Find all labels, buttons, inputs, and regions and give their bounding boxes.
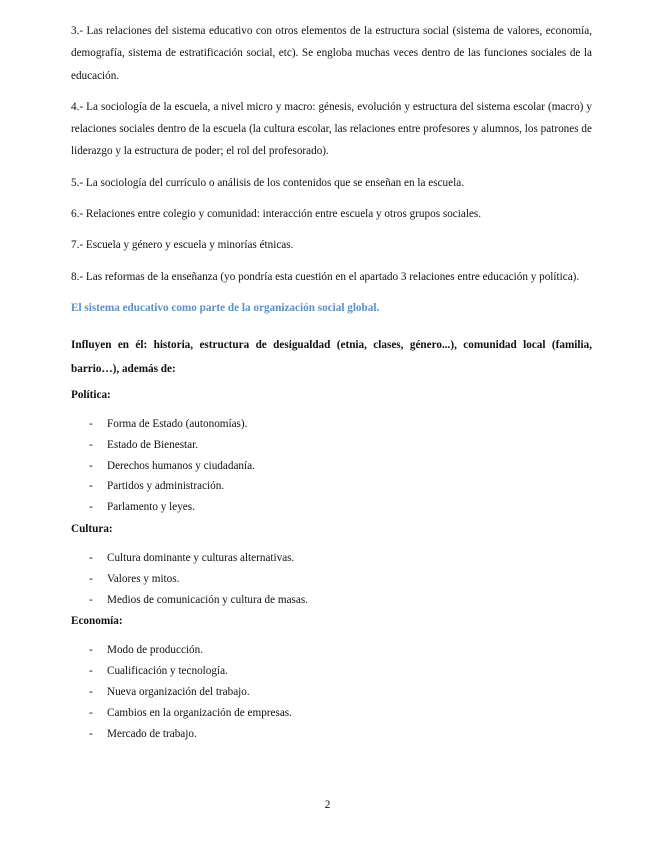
list-item-text: Partidos y administración. [107, 480, 225, 493]
paragraph-point-8: 8.- Las reformas de la enseñanza (yo pondría esta cuestión en el apartado 3 relaciones entre educación y política). [71, 270, 580, 283]
list-item-text: Cultura dominante y culturas alternativas. [107, 551, 295, 564]
paragraph-point-5: 5.- La sociología del currículo o análisis de los contenidos que se enseñan en la escuela. [71, 176, 464, 189]
list-item-text: Cualificación y tecnología. [107, 665, 228, 678]
list-item [71, 435, 592, 456]
page-number: 2 [324, 799, 331, 811]
list-item [71, 569, 592, 590]
dash-bullet: - [89, 480, 93, 493]
list-economia [71, 640, 592, 744]
paragraph-point-6: 6.- Relaciones entre colegio y comunidad: interacción entre escuela y otros grupos sociales. [71, 208, 482, 221]
list-item [71, 682, 592, 703]
dash-bullet: - [89, 551, 93, 564]
group-heading-cultura: Cultura: [71, 522, 113, 535]
list-item [71, 414, 592, 435]
list-politica [71, 414, 592, 518]
list-item-text: Estado de Bienestar. [107, 438, 199, 451]
list-item-text: Parlamento y leyes. [107, 501, 195, 514]
list-item [71, 640, 592, 661]
dash-bullet: - [89, 593, 93, 606]
list-item-text: Mercado de trabajo. [107, 727, 197, 740]
list-cultura [71, 548, 592, 610]
list-item-text: Nueva organización del trabajo. [107, 685, 250, 698]
list-item [71, 703, 592, 724]
paragraph-point-7: 7.- Escuela y género y escuela y minorías étnicas. [71, 239, 294, 252]
list-item [71, 548, 592, 569]
dash-bullet: - [89, 438, 93, 451]
list-item-text: Modo de producción. [107, 644, 204, 657]
dash-bullet: - [89, 501, 93, 514]
list-item [71, 476, 592, 497]
dash-bullet: - [89, 644, 93, 657]
dash-bullet: - [89, 685, 93, 698]
group-heading-politica: Política: [71, 388, 111, 401]
influences-intro: Influyen en él: historia, estructura de desigualdad (etnia, clases, género...), comunidad local (familia, barrio…), además de: [71, 338, 592, 375]
dash-bullet: - [89, 417, 93, 430]
list-item [71, 590, 592, 611]
group-heading-economia: Economía: [71, 615, 123, 628]
list-item-text: Cambios en la organización de empresas. [107, 706, 292, 719]
list-item-text: Derechos humanos y ciudadanía. [107, 459, 255, 472]
paragraph-point-3: 3.- Las relaciones del sistema educativo con otros elementos de la estructura social (sistema de valores, economía, demografía, sistema de estratificación social, etc). Se engloba muchas veces dentro de las funciones sociales de la educación. [71, 25, 592, 82]
list-item [71, 497, 592, 518]
paragraph-point-4: 4.- La sociología de la escuela, a nivel micro y macro: génesis, evolución y estructura del sistema escolar (macro) y relaciones sociales dentro de la escuela (la cultura escolar, las relaciones entre profesores y alumnos, los patrones de liderazgo y la estructura de poder; el rol del profesorado). [71, 100, 592, 158]
dash-bullet: - [89, 727, 93, 740]
dash-bullet: - [89, 665, 93, 678]
list-item-text: Valores y mitos. [107, 572, 180, 585]
list-item [71, 724, 592, 745]
list-item [71, 456, 592, 477]
list-item [71, 661, 592, 682]
list-item-text: Medios de comunicación y cultura de masas. [107, 593, 309, 606]
dash-bullet: - [89, 706, 93, 719]
dash-bullet: - [89, 572, 93, 585]
dash-bullet: - [89, 459, 93, 472]
list-item-text: Forma de Estado (autonomías). [107, 417, 248, 430]
section-heading: El sistema educativo como parte de la organización social global. [71, 301, 380, 314]
